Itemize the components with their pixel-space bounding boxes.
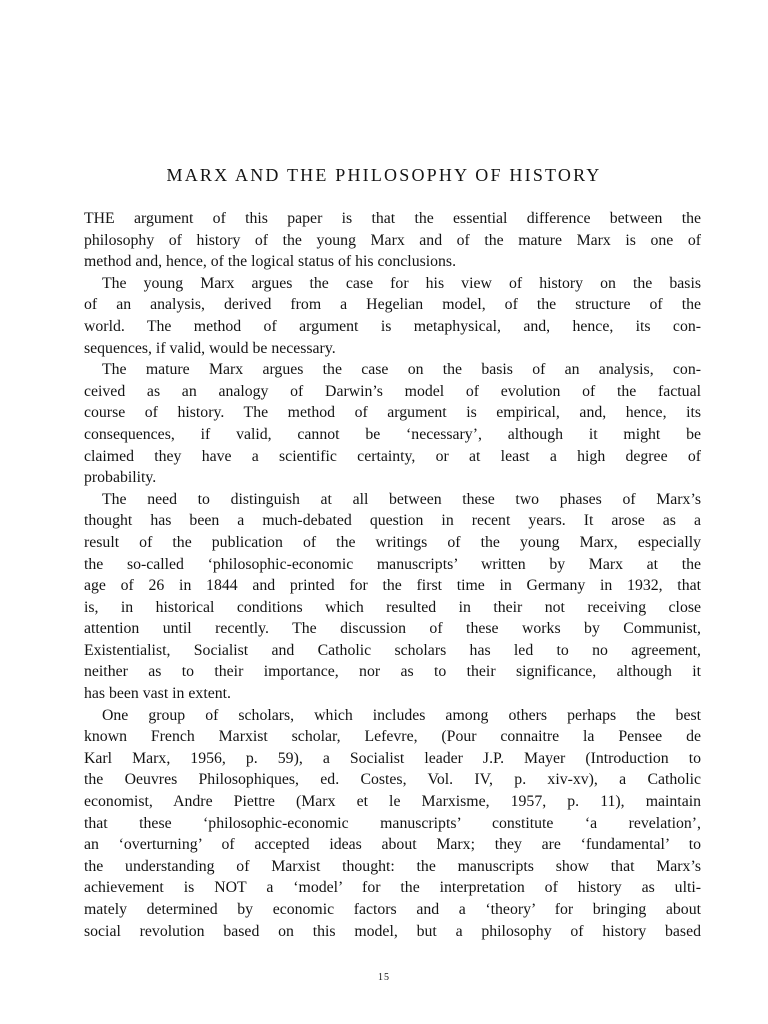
paragraph [84,273,701,359]
text-line: has been vast in extent. [84,685,231,703]
text-line: probability. [84,469,157,487]
text-line: The young Marx argues the case for his view of history on the basis [102,274,701,292]
text-line: social revolution based on this model, but a philosophy of history based [84,922,701,940]
page-title: MARX AND THE PHILOSOPHY OF HISTORY [166,165,602,185]
text-line: neither as to their importance, nor as to their significance, although it [84,663,701,681]
text-line: course of history. The method of argument is empirical, and, hence, its [84,404,701,422]
text-line: The mature Marx argues the case on the basis of an analysis, con- [102,361,701,379]
text-line: thought has been a much-debated question in recent years. It arose as a [84,512,701,530]
text-line: is, in historical conditions which resulted in their not receiving close [84,598,701,616]
text-line: ceived as an analogy of Darwin’s model of evolution of the factual [84,382,701,400]
text-line: Existentialist, Socialist and Catholic scholars has led to no agreement, [84,641,701,659]
text-line: the so-called ‘philosophic-economic manuscripts’ written by Marx at the [84,555,701,573]
paragraph [84,705,701,943]
text-line: known French Marxist scholar, Lefevre, (Pour connaitre la Pensee de [84,728,701,746]
text-line: the Oeuvres Philosophiques, ed. Costes, Vol. IV, p. xiv-xv), a Catholic [84,771,701,789]
text-line: The need to distinguish at all between these two phases of Marx’s [102,490,701,508]
text-line: method and, hence, of the logical status of his conclusions. [84,253,457,271]
paragraph [84,359,701,489]
text-line: philosophy of history of the young Marx and of the mature Marx is one of [84,231,701,249]
text-line: sequences, if valid, would be necessary. [84,339,336,357]
text-line: THE argument of this paper is that the essential difference between the [84,210,701,227]
page-number: 15 [378,972,390,983]
text-line: world. The method of argument is metaphysical, and, hence, its con- [84,317,701,335]
paragraph [84,489,701,705]
text-line: consequences, if valid, cannot be ‘necessary’, although it might be [84,425,701,443]
text-line: achievement is NOT a ‘model’ for the interpretation of history as ulti- [84,879,701,897]
paragraph [84,208,701,273]
text-line: age of 26 in 1844 and printed for the first time in Germany in 1932, that [84,577,701,595]
text-line: Karl Marx, 1956, p. 59), a Socialist leader J.P. Mayer (Introduction to [84,749,701,767]
text-line: One group of scholars, which includes among others perhaps the best [102,706,701,724]
text-line: claimed they have a scientific certainty, or at least a high degree of [84,447,701,465]
text-line: attention until recently. The discussion of these works by Communist, [84,620,701,638]
text-line: an ‘overturning’ of accepted ideas about Marx; they are ‘fundamental’ to [84,836,701,854]
text-line: the understanding of Marxist thought: the manuscripts show that Marx’s [84,857,701,875]
text-line: mately determined by economic factors and a ‘theory’ for bringing about [84,901,701,918]
text-line: of an analysis, derived from a Hegelian model, of the structure of the [84,296,701,314]
text-line: result of the publication of the writings of the young Marx, especially [84,533,701,551]
text-line: economist, Andre Piettre (Marx et le Marxisme, 1957, p. 11), maintain [84,793,701,811]
body-text [84,208,701,942]
text-line: that these ‘philosophic-economic manuscripts’ constitute ‘a revelation’, [84,814,701,832]
